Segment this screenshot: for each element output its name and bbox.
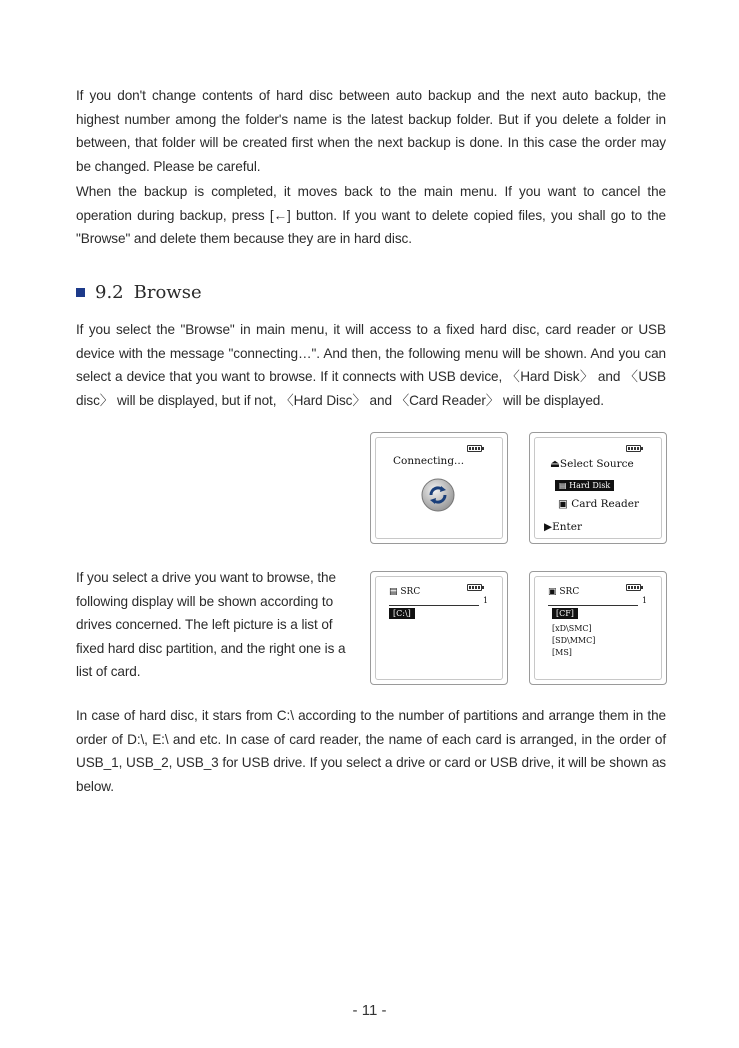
screen-hdd-partitions <box>370 571 508 685</box>
screen-select-source <box>529 432 667 544</box>
battery-icon <box>467 445 482 452</box>
battery-icon <box>626 445 641 452</box>
refresh-icon <box>421 478 455 512</box>
paragraph-backup-complete: When the backup is completed, it moves back to the main menu. If you want to cancel the operation during backup, press [←] button. If you want to delete copied files, you shall go to the "Browse" and delete them because they are in hard disc. <box>76 184 666 247</box>
section-title: Browse <box>133 282 202 303</box>
hard-disk-icon: ▤ <box>559 481 567 490</box>
src-title: ▣ SRC <box>548 587 580 597</box>
paragraph-backup-order: If you don't change contents of hard disc between auto backup and the next auto backup, the highest number among the folder's name is the latest backup folder. But if you delete a folder in between, that folder will be created first when the next backup is done. In this case the order may be changed. Please be careful. <box>76 88 666 174</box>
hdd-icon: ▤ <box>389 587 398 597</box>
battery-icon <box>626 584 641 591</box>
card-item[interactable]: [MS] <box>552 648 572 657</box>
battery-icon <box>467 584 482 591</box>
card-item[interactable]: [CF] <box>552 608 578 619</box>
paragraph-browse-intro: If you select the "Browse" in main menu, it will access to a fixed hard disc, card reader or USB device with the message "connecting…". And then, the following menu will be shown. And you can select a device that you want to browse. If it connects with USB device, 〈Hard Disk〉 and 〈USB disc〉 will be displayed, but if not, 〈Hard Disc〉 and 〈Card Reader〉 will be displayed. <box>76 322 666 408</box>
section-heading <box>76 282 202 303</box>
page-number: - 11 - <box>352 1002 387 1019</box>
enter-prompt: ▶Enter <box>544 521 582 533</box>
source-icon: ⏏ <box>550 458 560 470</box>
src-counter: 1 <box>483 596 489 605</box>
src-title: ▤ SRC <box>389 587 421 597</box>
select-source-title <box>550 458 634 470</box>
menu-item-card-reader[interactable]: ▣ Card Reader <box>558 498 639 510</box>
connecting-label: Connecting... <box>393 455 465 467</box>
heading-bullet-icon <box>76 288 85 297</box>
src-counter: 1 <box>642 596 648 605</box>
paragraph-drive-select: If you select a drive you want to browse, the following display will be shown according to drives concerned. The left picture is a list of fixed hard disc partition, and the right one is a list of card. <box>76 570 346 680</box>
screen-connecting <box>370 432 508 544</box>
section-number: 9.2 <box>95 282 124 303</box>
screen-card-list <box>529 571 667 685</box>
card-item[interactable]: [xD\SMC] <box>552 624 592 633</box>
menu-item-hard-disk[interactable]: ▤ Hard Disk <box>555 480 614 491</box>
card-item[interactable]: [SD\MMC] <box>552 636 596 645</box>
card-icon: ▣ <box>548 587 557 597</box>
partition-item[interactable]: [C:\] <box>389 608 415 619</box>
paragraph-drive-order: In case of hard disc, it stars from C:\ according to the number of partitions and arrange them in the order of D:\, E:\ and etc. In case of card reader, the name of each card is arranged, in the order of USB_1, USB_2, USB_3 for USB drive. If you select a drive or card or USB drive, it will be shown as below. <box>76 708 666 794</box>
select-source-label: Select Source <box>559 458 634 470</box>
card-reader-icon: ▣ <box>558 498 568 510</box>
enter-icon: ▶ <box>544 521 553 533</box>
